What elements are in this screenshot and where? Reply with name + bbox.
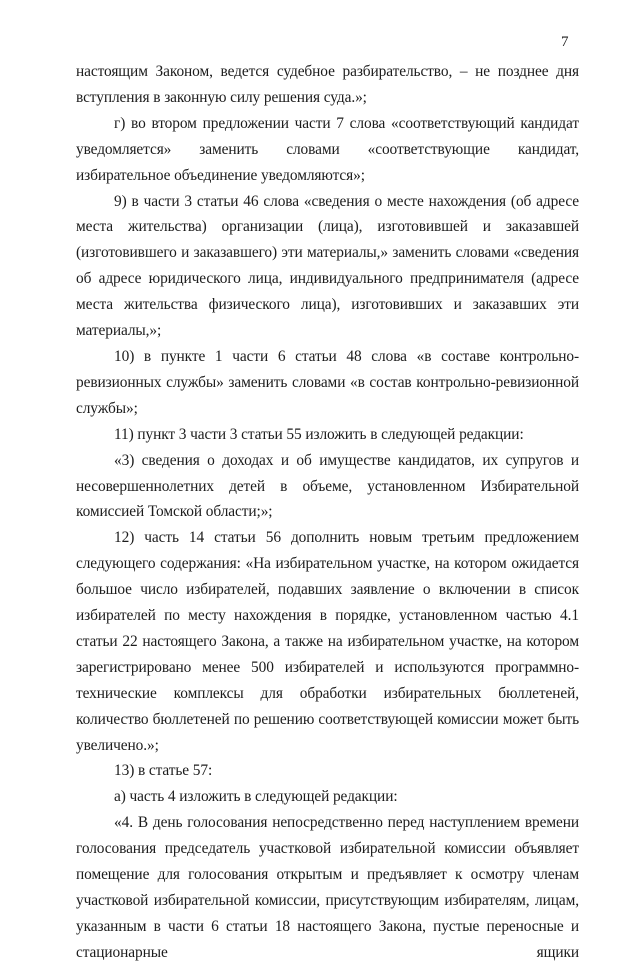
paragraph-item-11: 11) пункт 3 части 3 статьи 55 изложить в следующей редакции: — [114, 425, 524, 443]
paragraph-item-g: г) во втором предложении части 7 слова «соответствующий кандидат уведомляется» заменить словами «соответствующие кандидат, избирательное объединение уведомляются»; — [76, 114, 579, 184]
paragraph-item-12: 12) часть 14 статьи 56 дополнить новым третьим предложением следующего содержания: «На избирательном участке, на котором ожидается большое число избирателей, подавших заявление о включении в список избирателей по месту нахождения в порядке, установленном частью 4.1 статьи 22 настоящего Закона, а также на избирательном участке, на котором зарегистрировано менее 500 избирателей и используются программно-технические комплексы для обработки избирательных бюллетеней, количество бюллетеней по решению соответствующей комиссии может быть увеличено.»; — [76, 529, 579, 754]
paragraph-item-9: 9) в части 3 статьи 46 слова «сведения о месте нахождения (об адресе места жительства) организации (лица), изготовившей и заказавшей (изготовившего и заказавшего) эти материалы,» заменить словами «сведения об адресе юридического лица, индивидуального предпринимателя (адресе места жительства физического лица), изготовивших и заказавших эти материалы,»; — [76, 192, 579, 340]
document-body — [76, 59, 579, 966]
paragraph-item-13a: а) часть 4 изложить в следующей редакции: — [114, 788, 398, 806]
page-number: 7 — [561, 34, 569, 50]
paragraph-item-13a-quote: «4. В день голосования непосредственно перед наступлением времени голосования председатель участковой избирательной комиссии объявляет помещение для голосования открытым и предъявляет к осмотру членам участковой избирательной комиссии, присутствующим избирателям, лицам, указанным в части 6 статьи 18 настоящего Закона, пустые переносные и стационарные ящики — [76, 814, 579, 961]
paragraph-continued: настоящим Законом, ведется судебное разбирательство, – не позднее дня вступления в законную силу решения суда.»; — [76, 63, 579, 106]
paragraph-item-10: 10) в пункте 1 части 6 статьи 48 слова «в составе контрольно-ревизионных службы» заменить словами «в состав контрольно-ревизионной службы»; — [76, 347, 579, 417]
paragraph-item-11-quote: «3) сведения о доходах и об имуществе кандидатов, их супругов и несовершеннолетних детей в объеме, установленном Избирательной комиссией Томской области;»; — [76, 451, 579, 521]
paragraph-item-13: 13) в статье 57: — [114, 762, 213, 780]
